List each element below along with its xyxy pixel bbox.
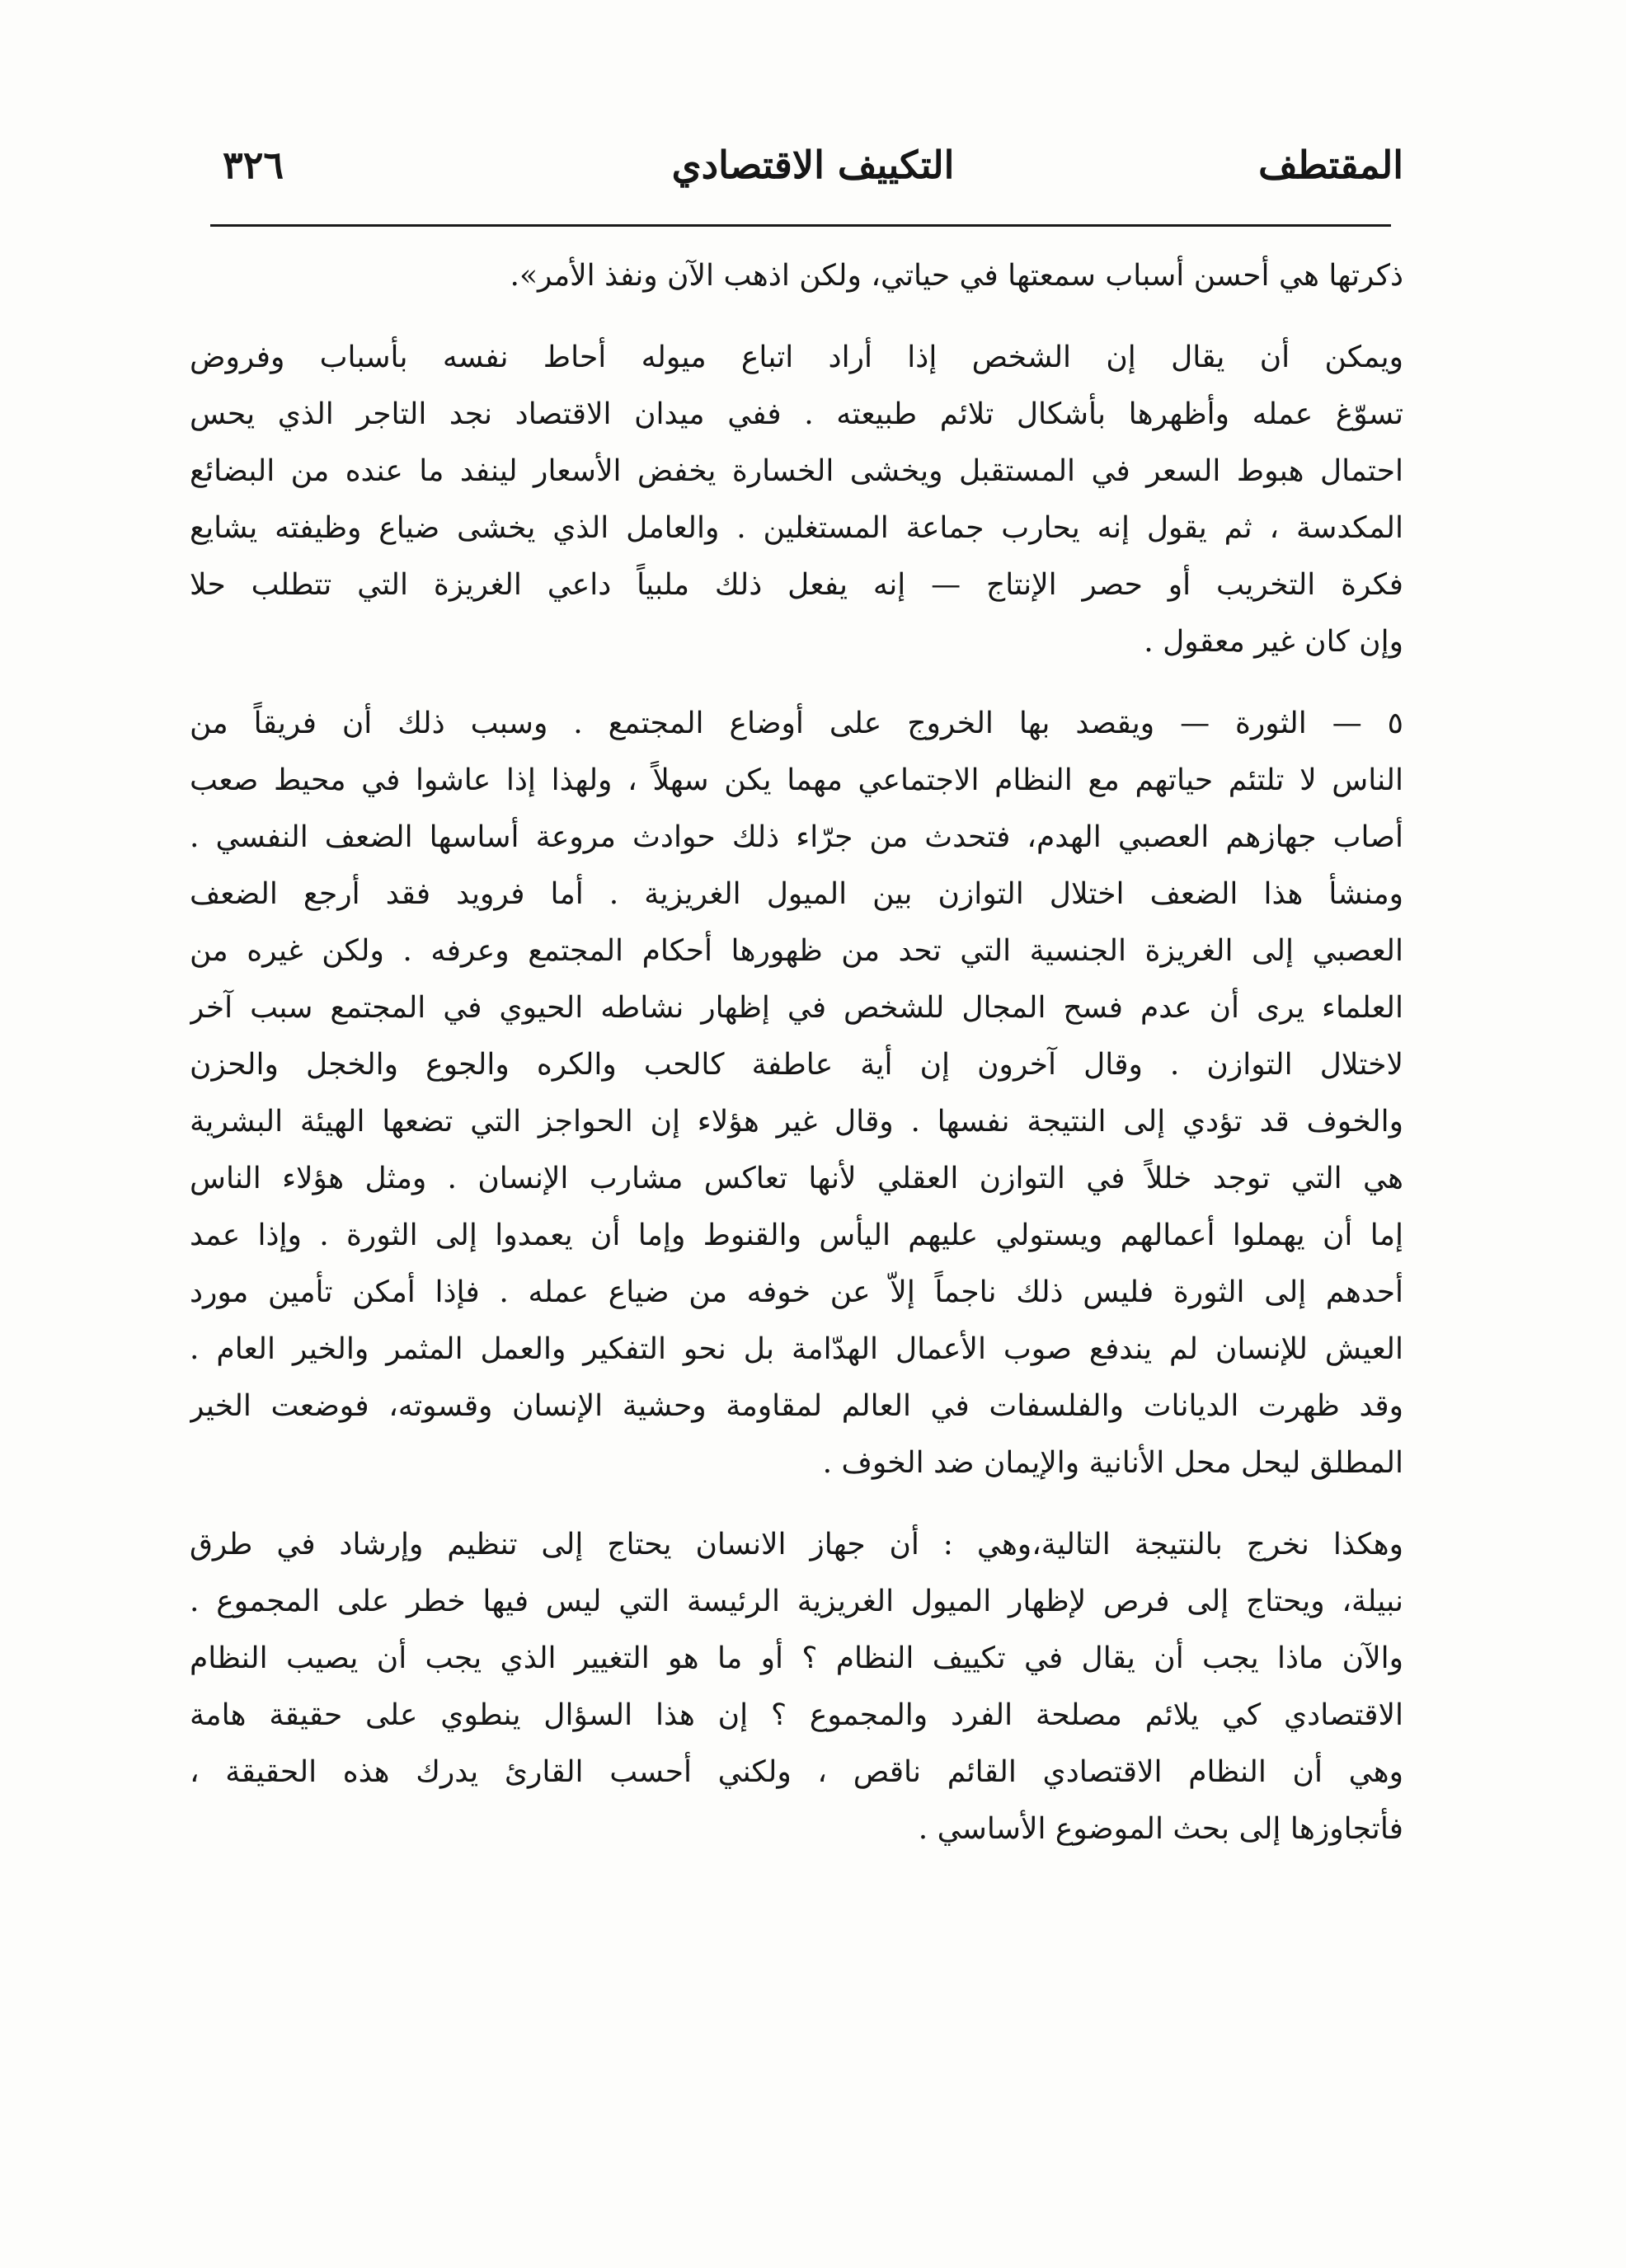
text-line: ومنشأ هذا الضعف اختلال التوازن بين الميول الغريزية . أما فرويد فقد أرجع الضعف [190, 877, 1403, 911]
paragraph-rationalization [190, 329, 1403, 670]
text-line: أحدهم إلى الثورة فليس ذلك ناجماً إلاّ عن خوفه من ضياع عمله . فإذا أمكن تأمين مورد [190, 1275, 1403, 1309]
page-header [223, 128, 1403, 202]
paragraph-gap [190, 304, 1403, 329]
text-line: أصاب جهازهم العصبي الهدم، فتحدث من جرّاء ذلك حوادث مروعة أساسها الضعف النفسي . [190, 820, 1403, 854]
text-line: ويمكن أن يقال إن الشخص إذا أراد اتباع ميوله أحاط نفسه بأسباب وفروض [190, 340, 1403, 374]
journal-name: المقتطف [1258, 143, 1403, 187]
text-line: وإن كان غير معقول . [1144, 625, 1403, 659]
text-line: إما أن يهملوا أعمالهم ويستولي عليهم اليأس والقنوط وإما أن يعمدوا إلى الثورة . وإذا عمد [190, 1219, 1403, 1252]
text-line: العلماء يرى أن عدم فسح المجال للشخص في إظهار نشاطه الحيوي في المجتمع سبب آخر [190, 991, 1403, 1025]
article-body [190, 247, 1403, 1857]
text-line: الناس لا تلتئم حياتهم مع النظام الاجتماعي مهما يكن سهلاً ، ولهذا إذا عاشوا في محيط صعب [190, 763, 1403, 797]
text-line: العيش للإنسان لم يندفع صوب الأعمال الهدّامة بل نحو التفكير والعمل المثمر والخير العام . [190, 1332, 1403, 1366]
paragraph-revolution [190, 695, 1403, 1491]
paragraph-gap [190, 1491, 1403, 1516]
text-line: وقد ظهرت الديانات والفلسفات في العالم لمقاومة وحشية الإنسان وقسوته، فوضعت الخير [190, 1389, 1403, 1423]
text-line: لاختلال التوازن . وقال آخرون إن أية عاطفة كالحب والكره والجوع والخجل والحزن [190, 1048, 1403, 1082]
text-line: العصبي إلى الغريزة الجنسية التي تحد من ظهورها أحكام المجتمع وعرفه . ولكن غيره من [190, 934, 1403, 968]
text-line: المكدسة ، ثم يقول إنه يحارب جماعة المستغلين . والعامل الذي يخشى ضياع وظيفته يشايع [190, 511, 1403, 545]
header-divider [210, 224, 1391, 227]
text-line: والخوف قد تؤدي إلى النتيجة نفسها . وقال غير هؤلاء إن الحواجز التي تضعها الهيئة البشرية [190, 1105, 1403, 1139]
text-line: وهكذا نخرج بالنتيجة التالية،وهي : أن جهاز الانسان يحتاج إلى تنظيم وإرشاد في طرق [190, 1528, 1403, 1561]
paragraph-gap [190, 670, 1403, 695]
text-line: احتمال هبوط السعر في المستقبل ويخشى الخسارة يخفض الأسعار لينفد ما عنده من البضائع [190, 454, 1403, 488]
text-line: الاقتصادي كي يلائم مصلحة الفرد والمجموع ؟ إن هذا السؤال ينطوي على حقيقة هامة [190, 1698, 1403, 1732]
text-line: ذكرتها هي أحسن أسباب سمعتها في حياتي، ولكن اذهب الآن ونفذ الأمر». [510, 259, 1403, 293]
paragraph-continuation [190, 247, 1403, 304]
text-line: تسوّغ عمله وأظهرها بأشكال تلائم طبيعته . ففي ميدان الاقتصاد نجد التاجر الذي يحس [190, 397, 1403, 431]
text-line: هي التي توجد خللاً في التوازن العقلي لأنها تعاكس مشارب الإنسان . ومثل هؤلاء الناس [190, 1162, 1403, 1195]
text-line: فكرة التخريب أو حصر الإنتاج — إنه يفعل ذلك ملبياً داعي الغريزة التي تتطلب حلا [190, 568, 1403, 602]
text-line: وهي أن النظام الاقتصادي القائم ناقص ، ولكني أحسب القارئ يدرك هذه الحقيقة ، [190, 1755, 1403, 1789]
text-line: المطلق ليحل محل الأنانية والإيمان ضد الخوف . [822, 1446, 1403, 1480]
text-line: نبيلة، ويحتاج إلى فرص لإظهار الميول الغريزية الرئيسة التي ليس فيها خطر على المجموع . [190, 1585, 1403, 1618]
text-line: ٥ — الثورة — ويقصد بها الخروج على أوضاع المجتمع . وسبب ذلك أن فريقاً من [190, 707, 1403, 740]
text-line: والآن ماذا يجب أن يقال في تكييف النظام ؟ أو ما هو التغيير الذي يجب أن يصيب النظام [190, 1641, 1403, 1675]
paragraph-conclusion [190, 1516, 1403, 1857]
text-line: فأتجاوزها إلى بحث الموضوع الأساسي . [918, 1812, 1403, 1846]
running-title: التكييف الاقتصادي [671, 143, 955, 187]
page-number: ٣٢٦ [223, 143, 284, 187]
